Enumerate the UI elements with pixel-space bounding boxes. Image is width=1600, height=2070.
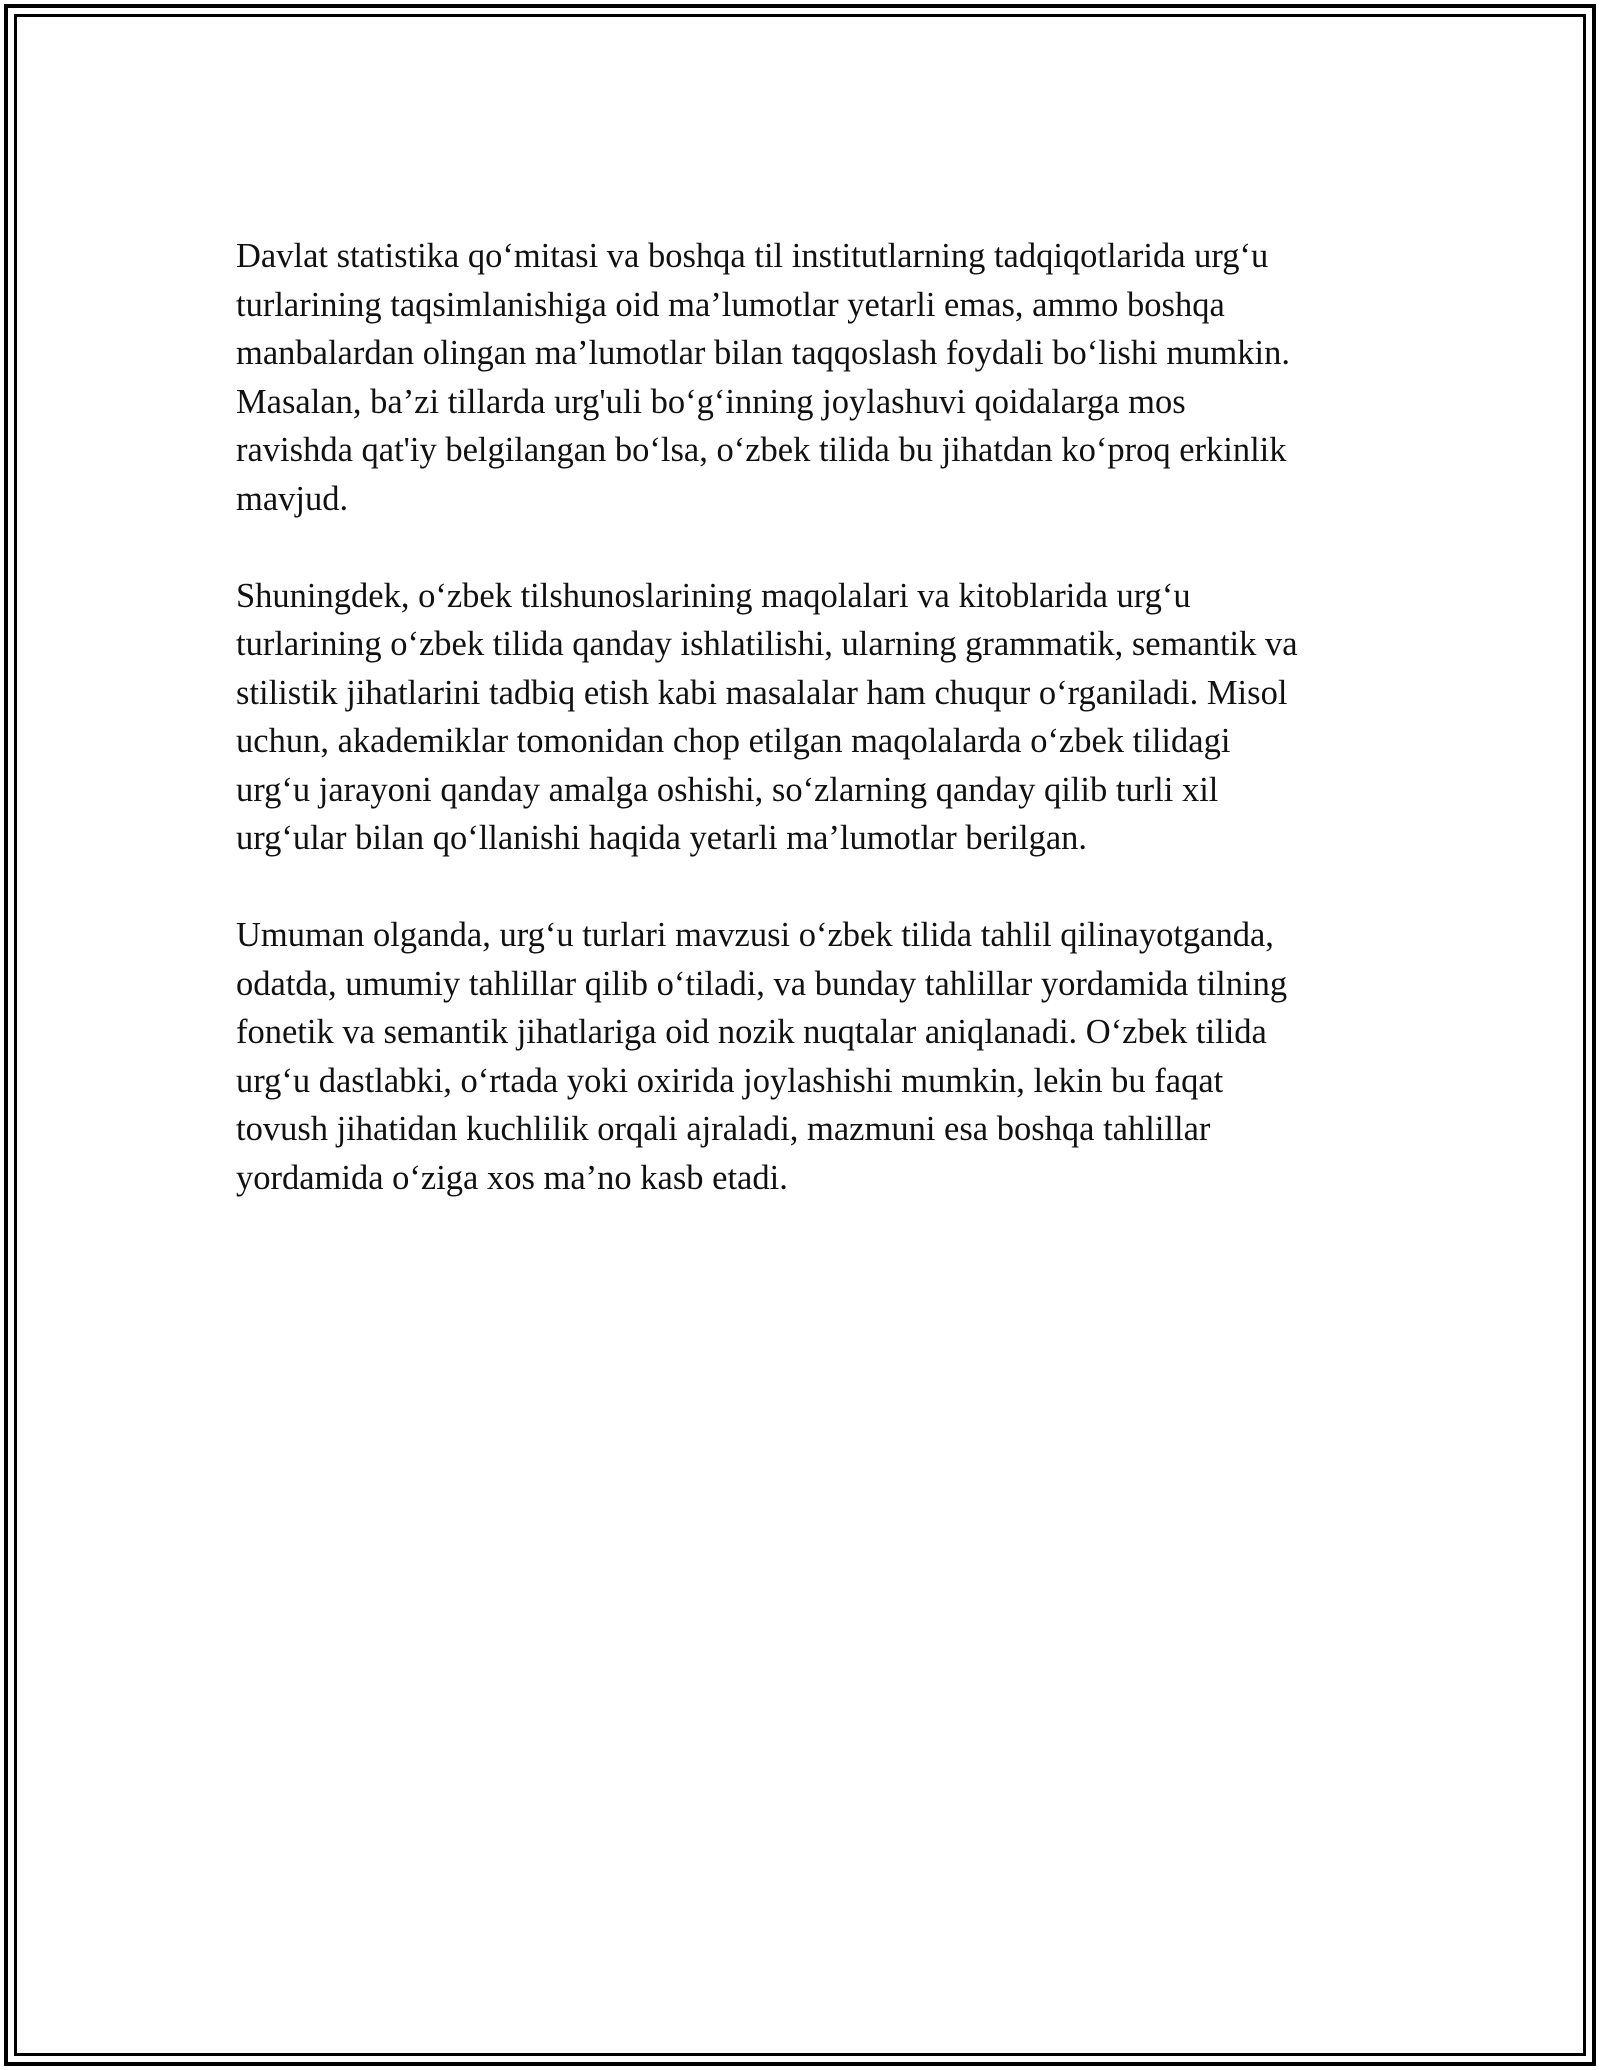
text-line: Davlat statistika qo‘mitasi va boshqa til institutlarning tadqiqotlarida urg‘u	[236, 237, 1269, 275]
text-line: odatda, umumiy tahlillar qilib o‘tiladi, va bunday tahlillar yordamida tilning	[236, 964, 1288, 1003]
paragraph-3	[236, 911, 1376, 1202]
text-line: manbalardan olingan ma’lumotlar bilan taqqoslash foydali bo‘lishi mumkin.	[236, 334, 1290, 372]
text-line: uchun, akademiklar tomonidan chop etilgan maqolalarda o‘zbek tilidagi	[236, 722, 1231, 760]
text-line: urg‘u jarayoni qanday amalga oshishi, so‘zlarning qanday qilib turli xil	[236, 770, 1219, 809]
paragraph-2	[236, 572, 1376, 863]
text-line: turlarining taqsimlanishiga oid ma’lumotlar yetarli emas, ammo boshqa	[236, 285, 1225, 324]
document-body	[236, 232, 1376, 1251]
text-line: Umuman olganda, urg‘u turlari mavzusi o‘zbek tilida tahlil qilinayotganda,	[236, 916, 1274, 954]
text-line: ravishda qat'iy belgilangan bo‘lsa, o‘zbek tilida bu jihatdan ko‘proq erkinlik	[236, 431, 1287, 469]
paragraph-1	[236, 232, 1376, 523]
text-line: tovush jihatidan kuchlilik orqali ajraladi, mazmuni esa boshqa tahlillar	[236, 1110, 1211, 1148]
text-line: fonetik va semantik jihatlariga oid nozik nuqtalar aniqlanadi. O‘zbek tilida	[236, 1013, 1267, 1051]
text-line: mavjud.	[236, 479, 349, 518]
text-line: turlarining o‘zbek tilida qanday ishlatilishi, ularning grammatik, semantik va	[236, 625, 1298, 663]
text-line: stilistik jihatlarini tadbiq etish kabi masalalar ham chuqur o‘rganiladi. Misol	[236, 673, 1288, 712]
text-line: urg‘u dastlabki, o‘rtada yoki oxirida joylashishi mumkin, lekin bu faqat	[236, 1061, 1224, 1100]
text-line: Shuningdek, o‘zbek tilshunoslarining maqolalari va kitoblarida urg‘u	[236, 576, 1191, 615]
text-line: urg‘ular bilan qo‘llanishi haqida yetarli ma’lumotlar berilgan.	[236, 819, 1088, 857]
text-line: Masalan, ba’zi tillarda urg'uli bo‘g‘inning joylashuvi qoidalarga mos	[236, 382, 1186, 421]
text-line: yordamida o‘ziga xos ma’no kasb etadi.	[236, 1158, 788, 1197]
